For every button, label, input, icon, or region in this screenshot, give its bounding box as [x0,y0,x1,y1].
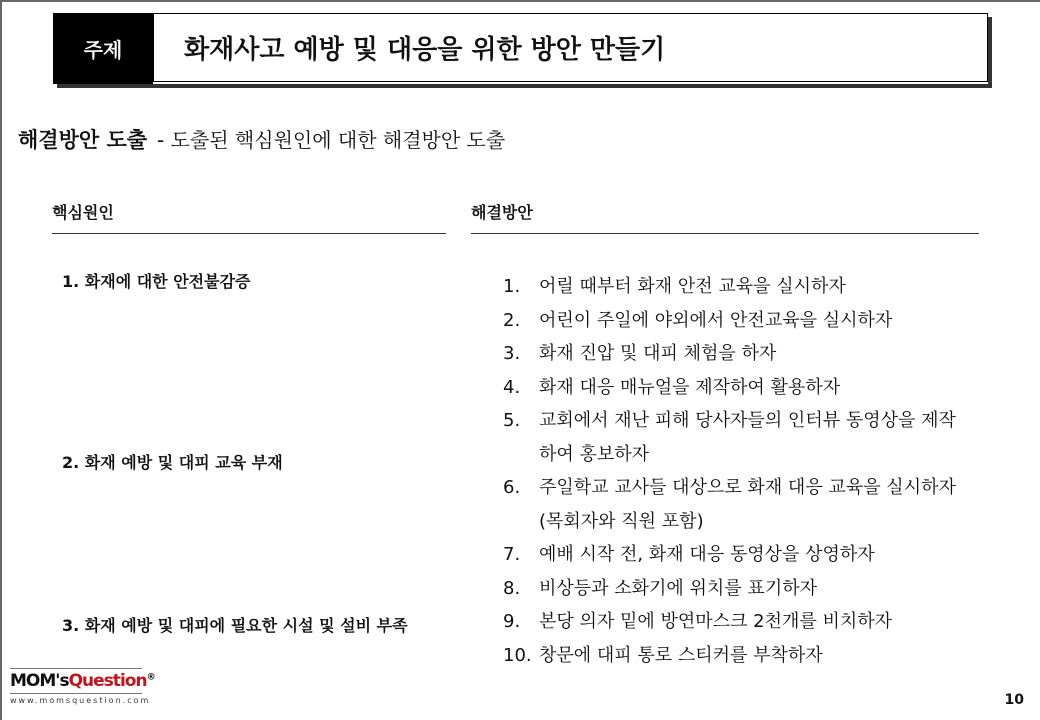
solution-item [503,572,993,606]
solution-item [503,605,993,639]
solution-item [503,538,993,572]
solution-number: 7. [503,544,521,565]
solutions-column-header [471,200,979,234]
solution-number: 5. [503,410,521,431]
solution-text: 주일학교 교사들 대상으로 화재 대응 교육을 실시하자 [539,477,956,498]
solution-number [503,505,539,539]
solution-text: 화재 진압 및 대피 체험을 하자 [539,343,777,364]
solution-item [503,371,993,405]
solution-text: (목회자와 직원 포함) [539,510,704,532]
solution-number: 3. [503,343,521,364]
solution-item [503,505,993,539]
solution-number: 10. [503,644,532,666]
solution-number: 2. [503,309,521,331]
solution-text: 교회에서 재난 피해 당사자들의 인터뷰 동영상을 제작 [539,410,956,431]
solution-text: 어린이 주일에 야외에서 안전교육을 실시하자 [539,309,893,331]
solution-item [503,639,993,673]
cause-item: 1. 화재에 대한 안전불감증 [62,272,251,291]
solution-text: 예배 시작 전, 화재 대응 동영상을 상영하자 [539,544,875,565]
topic-title: 화재사고 예방 및 대응을 위한 방안 만들기 [153,13,988,82]
topic-label: 주제 [53,13,153,84]
solution-item [503,404,993,438]
solution-text: 어릴 때부터 화재 안전 교육을 실시하자 [539,276,846,297]
topic-header [53,13,988,84]
section-subtitle: - 도출된 핵심원인에 대한 해결방안 도출 [157,128,506,152]
solution-item [503,438,993,472]
solution-text: 하여 홍보하자 [539,443,650,465]
cause-item: 3. 화재 예방 및 대피에 필요한 시설 및 설비 부족 [62,616,408,635]
solution-number: 8. [503,577,521,599]
moms-question-logo: MOM'sQuestion® www.momsquestion.com [10,668,142,705]
solutions-list [503,270,993,672]
causes-column-header [52,200,446,234]
solution-number: 4. [503,376,521,398]
solution-item [503,471,993,505]
solution-number [503,438,539,472]
section-title: 해결방안 도출 [18,128,148,152]
solution-item [503,304,993,338]
solution-item [503,337,993,371]
solution-number: 6. [503,477,521,498]
cause-item: 2. 화재 예방 및 대피 교육 부재 [62,453,283,472]
solution-text: 비상등과 소화기에 위치를 표기하자 [539,577,817,599]
page-number: 10 [1004,692,1024,708]
section-heading [18,124,505,154]
causes-header-text: 핵심원인 [52,203,114,222]
solution-number: 9. [503,611,521,632]
solution-text: 화재 대응 매뉴얼을 제작하여 활용하자 [539,376,841,398]
solution-item [503,270,993,304]
solution-text: 본당 의자 밑에 방연마스크 2천개를 비치하자 [539,611,893,632]
solution-text: 창문에 대피 통로 스티커를 부착하자 [539,644,823,666]
solution-number: 1. [503,276,521,297]
solutions-header-text: 해결방안 [471,203,533,222]
